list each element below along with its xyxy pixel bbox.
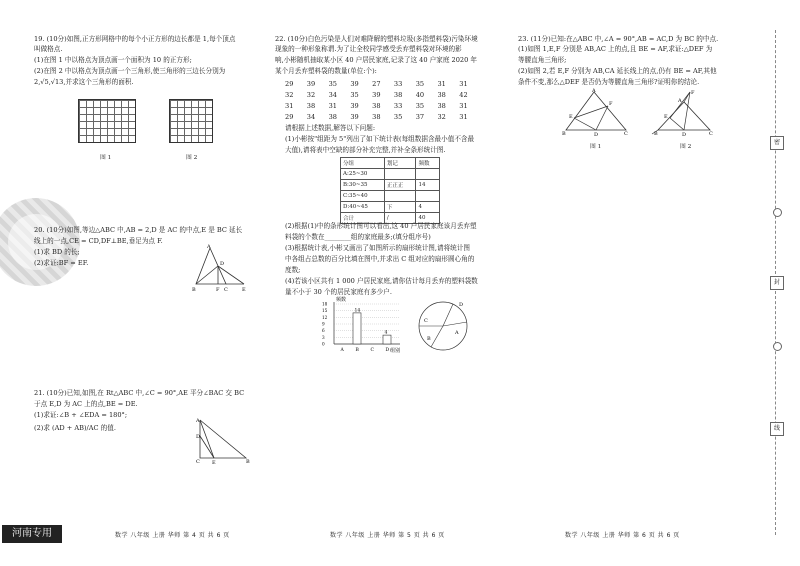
q22b-line-7: 量不小于 30 个的居民家庭有多少户.: [285, 288, 392, 296]
svg-text:D: D: [594, 132, 599, 136]
table-cell: /: [384, 213, 416, 224]
svg-text:A: A: [678, 98, 682, 104]
q22b-line-4: 中各组占总数的百分比填在图中,并求出 C 组对应的扇形圆心角的: [285, 255, 475, 263]
frequency-bar-chart: [320, 296, 410, 356]
q22-after-2: (1)小彬按"组距为 5"列出了如下统计表(每组数据含最小值不含最: [285, 135, 475, 143]
svg-text:C: C: [196, 459, 200, 464]
data-row-1: 29 39 35 39 27 33 35 31 31: [285, 80, 468, 88]
svg-text:D: D: [682, 132, 687, 136]
q22-line-3: 响,小彬随机抽取某小区 40 户居民家庭,记录了这 40 户家庭 2020 年: [275, 56, 477, 64]
svg-text:C: C: [224, 287, 228, 293]
svg-text:B: B: [654, 131, 658, 136]
page-footer-6: 数学 八年级 上册 华师 第 6 页 共 6 页: [565, 532, 680, 539]
q20-line-2: 线上的一点,CE = CD,DF⊥BE,垂足为点 F.: [34, 237, 163, 245]
svg-text:F: F: [216, 287, 220, 293]
q19-line-2: 叫做格点.: [34, 45, 63, 53]
q19-line-4: (2)在图 2 中以格点为顶点画一个三角形,使三角形的三边长分别为: [34, 67, 226, 75]
svg-text:B: B: [246, 459, 250, 464]
q19-line-3: (1)在图 1 中以格点为顶点画一个面积为 10 的正方形;: [34, 56, 192, 64]
svg-text:C: C: [709, 131, 713, 136]
data-row-3: 31 38 31 39 38 33 35 38 31: [285, 102, 468, 110]
q23-line-5: 条件不变,那么△DEF 是否仍为等腰直角三角形?证明你的结论.: [518, 78, 700, 86]
y-tick-label: 9: [322, 321, 325, 327]
q22-line-4: 某个月丢弃塑料袋的数量(单位:个):: [275, 67, 377, 75]
y-tick-label: 0: [322, 341, 325, 347]
right-triangle-figure: [196, 416, 252, 464]
table-row: [341, 180, 440, 191]
svg-text:A: A: [592, 88, 596, 94]
square-grid-figure-2: [169, 99, 213, 143]
y-tick-label: 6: [322, 328, 325, 334]
svg-text:E: E: [242, 287, 246, 293]
page-footer-5: 数学 八年级 上册 华师 第 5 页 共 6 页: [330, 532, 445, 539]
x-tick-label: D: [385, 348, 390, 353]
region-tag: 河南专用: [2, 525, 62, 543]
frequency-table-header: [341, 158, 440, 169]
bar-d: [383, 335, 391, 344]
y-tick-label: 18: [322, 301, 328, 307]
table-row: [341, 191, 440, 202]
y-axis-label: 频数: [336, 297, 347, 303]
svg-text:D: D: [196, 434, 201, 440]
bar-value-label: 14: [354, 308, 361, 314]
q19-line-5: 2,√5,√13,并求这个三角形的面积.: [34, 78, 134, 86]
table-row: [341, 169, 440, 180]
q21-line-4: (2)求 (AD + AB)/AC 的值.: [34, 424, 116, 432]
table-cell: [416, 169, 440, 180]
q23-line-3: 等腰直角三角形;: [518, 56, 567, 64]
q23-line-2: (1)如图 1,E,F 分别是 AB,AC 上的点,且 BE = AF,求证:△DEF 为: [518, 45, 713, 53]
q22-after-1: 请根据上述数据,解答以下问题:: [285, 124, 376, 132]
table-cell: [416, 191, 440, 202]
q23-line-1: 23. (11分)已知:在△ABC 中,∠A = 90°,AB = AC,D 为 BC 的中点.: [518, 35, 719, 43]
table-cell: 下: [384, 202, 416, 213]
pie-label-d: D: [459, 302, 464, 308]
table-cell: [384, 169, 416, 180]
q20-line-1: 20. (10分)如图,等边△ABC 中,AB = 2,D 是 AC 的中点,E 是 BC 延长: [34, 226, 243, 234]
x-axis-label: 组别: [390, 348, 401, 354]
bar-value-label: 4: [384, 330, 388, 336]
q22-line-2: 现象的一种形象称谓.为了让全校同学感受丢弃塑料袋对环境的影: [275, 45, 462, 53]
binding-mark-2: 封: [770, 276, 784, 290]
q22-after-3: 大值),请将表中空缺的部分补充完整,并补全条形统计图.: [285, 146, 446, 154]
table-cell: 40: [416, 213, 440, 224]
table-cell: 14: [416, 180, 440, 191]
svg-text:B: B: [562, 131, 566, 136]
data-row-2: 32 32 34 35 39 38 40 38 42: [285, 91, 468, 99]
svg-text:E: E: [664, 114, 668, 120]
svg-text:F: F: [691, 90, 695, 96]
table-header-cell: 划记: [384, 158, 416, 169]
pie-chart: [415, 298, 475, 354]
q22b-line-1: (2)根据(1)中的条形统计图可以看出,这 40 户居民家庭该月丢弃塑: [285, 222, 477, 230]
table-cell: B:30~35: [341, 180, 385, 191]
q23-figure-1: [560, 88, 632, 136]
bar-b: [353, 313, 361, 344]
svg-text:A: A: [207, 244, 211, 250]
pie-label-a: A: [455, 330, 459, 336]
table-row: [341, 202, 440, 213]
svg-text:F: F: [609, 101, 613, 107]
data-row-4: 29 34 38 39 38 35 37 32 31: [285, 113, 468, 121]
svg-text:C: C: [624, 131, 628, 136]
q20-line-3: (1)求 BD 的长;: [34, 248, 80, 256]
pie-label-b: B: [427, 336, 431, 342]
table-cell: 合计: [341, 213, 385, 224]
q23-figure-2: [650, 88, 722, 136]
triangle-abc-figure: [192, 244, 254, 296]
table-cell: D:40~45: [341, 202, 385, 213]
table-header-cell: 分组: [341, 158, 385, 169]
pie-label-c: C: [424, 318, 428, 324]
table-cell: 4: [416, 202, 440, 213]
q23-fig1-caption: 图 1: [590, 144, 602, 150]
q23-fig2-caption: 图 2: [680, 144, 692, 150]
right-column: [515, 0, 800, 566]
fig2-caption: 图 2: [186, 155, 198, 161]
x-tick-label: B: [355, 348, 359, 353]
q22b-line-6: (4)若该小区共有 1 000 户居民家庭,请你估计每月丢弃的塑料袋数: [285, 277, 478, 285]
x-tick-label: A: [340, 348, 344, 353]
binding-hole-1: [773, 208, 782, 217]
y-tick-label: 15: [322, 308, 328, 314]
svg-text:A: A: [196, 418, 200, 424]
q19-line-1: 19. (10分)如图,正方形网格中的每个小正方形的边长都是 1,每个顶点: [34, 35, 236, 43]
q22-line-1: 22. (10分)白色污染是人们对难降解的塑料垃圾(多指塑料袋)污染环境: [275, 35, 478, 43]
binding-mark-1: 密: [770, 136, 784, 150]
table-header-cell: 频数: [416, 158, 440, 169]
table-cell: A:25~30: [341, 169, 385, 180]
fig1-caption: 图 1: [100, 155, 112, 161]
y-tick-label: 12: [322, 314, 328, 320]
table-cell: 正正正: [384, 180, 416, 191]
svg-text:D: D: [220, 261, 225, 267]
frequency-table: [340, 157, 440, 224]
middle-column: [265, 0, 515, 566]
table-cell: [384, 191, 416, 202]
x-tick-label: C: [370, 348, 374, 353]
q20-line-4: (2)求证:BF = EF.: [34, 259, 89, 267]
svg-text:E: E: [212, 460, 216, 464]
q21-line-3: (1)求证:∠B + ∠EDA = 180°;: [34, 411, 128, 419]
binding-hole-2: [773, 342, 782, 351]
q22b-line-3: (3)根据统计表,小彬又画出了如图所示的扇形统计图,请将统计图: [285, 244, 470, 252]
square-grid-figure-1: [78, 99, 136, 143]
q22b-line-5: 度数;: [285, 266, 301, 274]
q21-line-1: 21. (10分)已知,如图,在 Rt△ABC 中,∠C = 90°,AE 平分∠BAC 交 BC: [34, 389, 245, 397]
svg-text:E: E: [569, 114, 573, 120]
q21-line-2: 于点 E,D 为 AC 上的点,BE = DE.: [34, 400, 138, 408]
left-column: [0, 0, 265, 566]
y-tick-label: 3: [322, 334, 325, 340]
table-cell: C:35~40: [341, 191, 385, 202]
q22b-line-2: 料袋的个数在________组的家庭最多;(填分组序号): [285, 233, 431, 241]
binding-mark-3: 线: [770, 422, 784, 436]
q23-line-4: (2)如图 2,若 E,F 分别为 AB,CA 延长线上的点,仍有 BE = AF,其他: [518, 67, 717, 75]
svg-text:B: B: [192, 287, 196, 293]
page-footer-4: 数学 八年级 上册 华师 第 4 页 共 6 页: [115, 532, 230, 539]
